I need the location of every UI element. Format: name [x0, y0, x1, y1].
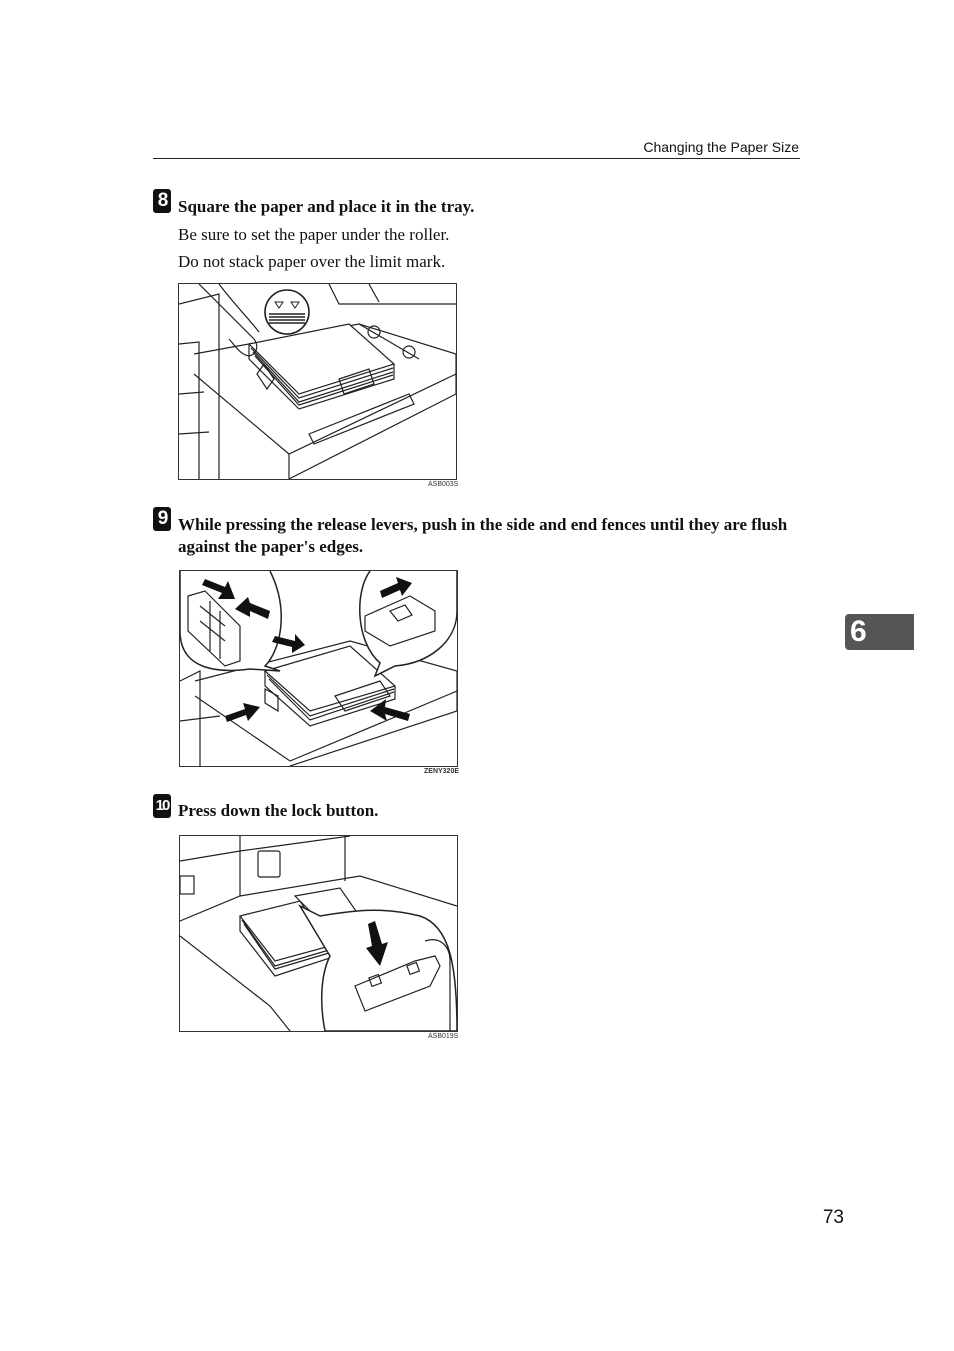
paper-tray-load-illustration	[179, 284, 456, 479]
step-10-badge: 10	[153, 794, 171, 818]
header-rule	[153, 158, 800, 159]
step-8-line-2: Do not stack paper over the limit mark.	[178, 252, 446, 271]
step-9-badge: 9	[153, 507, 171, 531]
step-10-title: Press down the lock button.	[178, 801, 379, 820]
page-number: 73	[822, 1207, 844, 1228]
figure-fences-adjust	[179, 570, 458, 767]
figure-code-2: ZENY320E	[424, 768, 460, 775]
header-title: Changing the Paper Size	[643, 139, 799, 155]
figure-paper-tray-load	[178, 283, 457, 480]
step-8-title: Square the paper and place it in the tray.	[178, 197, 475, 216]
lock-button-illustration	[180, 836, 457, 1031]
figure-code-1: ASB003S	[428, 481, 459, 488]
figure-lock-button	[179, 835, 458, 1032]
step-8-badge: 8	[153, 189, 171, 213]
chapter-tab: 6	[845, 614, 914, 650]
step-9-title: While pressing the release levers, push in the side and end fences until they are flush against the paper's edges.	[178, 515, 788, 556]
fences-adjust-illustration	[180, 571, 457, 766]
figure-code-3: ASB019S	[428, 1033, 459, 1040]
step-8-line-1: Be sure to set the paper under the roller.	[178, 225, 450, 244]
